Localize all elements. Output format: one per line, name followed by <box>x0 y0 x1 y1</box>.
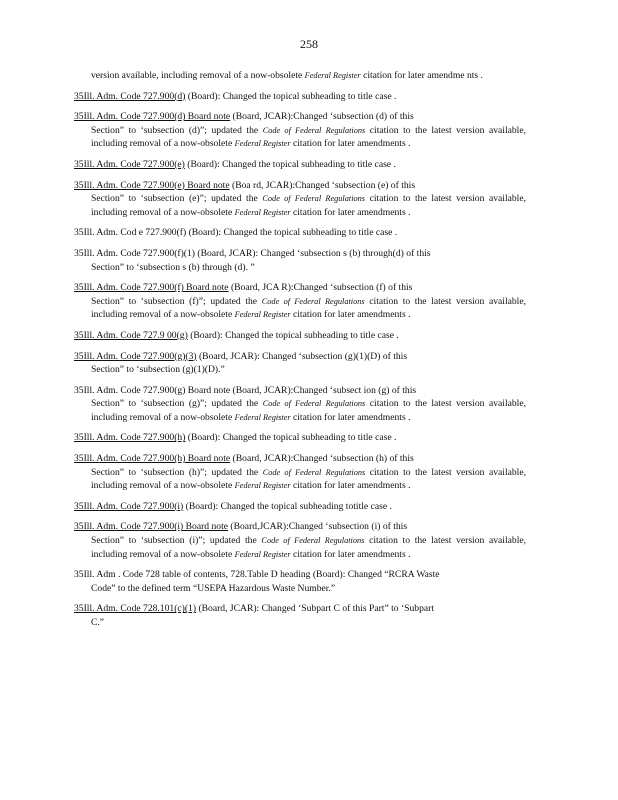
amendment-entry <box>74 110 526 151</box>
entry-first-line <box>74 500 526 514</box>
amendment-entry <box>74 158 526 172</box>
entry-continuation: Section” to ‘subsection (f)”; updated the Code of Federal Regulations citation to the latest version available, including removal of a now-obsolete Federal Register citation for later amendments . <box>91 295 527 321</box>
amendment-entry <box>74 500 526 514</box>
entry-continuation: Section” to ‘subsection s (b) through (d). ” <box>91 261 255 273</box>
entry-citation: 35Ill. Adm. Code 727.900(g)(3) <box>74 350 197 362</box>
entry-continuation: Section” to ‘subsection (i)”; updated the Code of Federal Regulations citation to the latest version available, including removal of a now-obsolete Federal Register citation for later amendments . <box>91 535 527 560</box>
amendment-entry <box>74 247 526 274</box>
entry-text: (Board,JCAR):Changed ‘subsection (i) of this <box>228 521 408 533</box>
entry-text: (Board, JCAR):Changed ‘subsection (h) of this <box>230 453 414 465</box>
entry-continuation: Section” to ‘subsection (g)(1)(D).” <box>91 364 225 376</box>
entry-first-line <box>74 452 526 466</box>
entry-first-line <box>74 568 526 582</box>
entry-text: (Boa rd, JCAR):Changed ‘subsection (e) of this <box>229 179 416 191</box>
amendment-entry <box>74 281 526 322</box>
entry-continuation: Section” to ‘subsection (e)”; updated the Code of Federal Regulations citation to the latest version available, including removal of a now-obsolete Federal Register citation for later amendments . <box>91 193 527 218</box>
amendment-entry <box>74 452 526 493</box>
entry-text: 35Ill. Adm. Cod e 727.900(f) (Board): Changed the topical subheading to title case . <box>74 227 398 239</box>
page-number: 258 <box>300 37 318 51</box>
entry-first-line <box>74 226 526 240</box>
amendment-entry <box>74 329 526 343</box>
entry-continuation: C.” <box>91 617 105 628</box>
entry-first-line <box>74 281 526 295</box>
entry-first-line <box>74 179 526 193</box>
entry-citation: 35Ill. Adm. Code 727.900(e) Board note <box>74 179 230 191</box>
entry-first-line <box>74 384 526 398</box>
entry-citation: 35Ill. Adm. Code 727.900(e) <box>74 158 185 170</box>
entry-citation: 35Ill. Adm. Code 727.900(h) Board note <box>74 453 231 465</box>
entry-text: (Board): Changed the topical subheading totitle case . <box>183 500 392 512</box>
amendment-entry <box>74 226 526 240</box>
entry-first-line <box>74 247 526 261</box>
amendment-entry <box>74 90 526 104</box>
entry-citation: 35Ill. Adm. Code 727.900(f) Board note <box>74 282 229 294</box>
amendment-entry <box>74 179 526 220</box>
entry-first-line <box>74 431 526 445</box>
amendment-entry <box>74 520 526 561</box>
entry-citation: 35Ill. Adm. Code 727.900(d) Board note <box>74 111 231 123</box>
entry-citation: 35Ill. Adm. Code 727.900(h) <box>74 432 186 444</box>
entry-text: 35Ill. Adm. Code 727.900(f)(1) (Board, JCAR): Changed ‘subsection s (b) through(d) of this <box>74 247 431 259</box>
entry-citation: 35Ill. Adm. Code 728.101(c)(1) <box>74 603 197 615</box>
entry-citation: 35Ill. Adm. Code 727.9 00(g) <box>74 329 188 341</box>
entry-text: (Board, JCA R):Changed ‘subsection (f) of this <box>228 282 413 294</box>
entry-text: (Board, JCAR): Changed ‘Subpart C of this Part” to ‘Subpart <box>196 603 434 615</box>
entry-first-line <box>74 602 526 616</box>
entry-continuation: Section” to ‘subsection (h)”; updated the Code of Federal Regulations citation to the latest version available, including removal of a now-obsolete Federal Register citation for later amendments . <box>91 466 526 492</box>
entry-first-line <box>74 90 526 104</box>
amendment-entry <box>74 69 526 83</box>
entry-text: (Board): Changed the topical subheading to title case . <box>184 158 396 170</box>
entry-text: (Board, JCAR): Changed ‘subsection (g)(1)(D) of this <box>196 350 408 362</box>
amendment-entry <box>74 602 526 629</box>
entry-continuation: Code” to the defined term “USEPA Hazardous Waste Number.” <box>91 582 336 594</box>
entry-citation: 35Ill. Adm. Code 727.900(d) <box>74 90 186 102</box>
entry-text: 35Ill. Adm. Code 727.900(g) Board note (Board, JCAR):Changed ‘subsect ion (g) of this <box>74 384 417 396</box>
amendment-entries <box>74 69 526 637</box>
entry-continuation: Section” to ‘subsection (g)”; updated the Code of Federal Regulations citation to the latest version available, including removal of a now-obsolete Federal Register citation for later amendments . <box>91 398 526 423</box>
entry-first-line <box>74 158 526 172</box>
entry-citation: 35Ill. Adm. Code 727.900(i) Board note <box>74 521 229 533</box>
entry-first-line <box>74 110 526 124</box>
entry-first-line <box>74 350 526 364</box>
entry-text: (Board): Changed the topical subheading to title case . <box>187 329 399 341</box>
entry-continuation: version available, including removal of a now-obsolete Federal Register citation for later amendme nts . <box>91 70 483 81</box>
entry-text: (Board): Changed the topical subheading to title case . <box>185 90 397 102</box>
entry-first-line <box>74 329 526 343</box>
entry-text: (Board, JCAR):Changed ‘subsection (d) of this <box>230 111 414 123</box>
amendment-entry <box>74 350 526 377</box>
entry-citation: 35Ill. Adm. Code 727.900(i) <box>74 500 184 512</box>
entry-text: 35Ill. Adm . Code 728 table of contents, 728.Table D heading (Board): Changed “RCRA Waste <box>74 569 440 581</box>
entry-continuation: Section” to ‘subsection (d)”; updated the Code of Federal Regulations citation to the latest version available, including removal of a now-obsolete Federal Register citation for later amendments . <box>91 124 526 150</box>
entry-text: (Board): Changed the topical subheading to title case . <box>185 432 397 444</box>
amendment-entry <box>74 384 526 425</box>
amendment-entry <box>74 568 526 595</box>
entry-first-line <box>74 520 526 534</box>
amendment-entry <box>74 431 526 445</box>
